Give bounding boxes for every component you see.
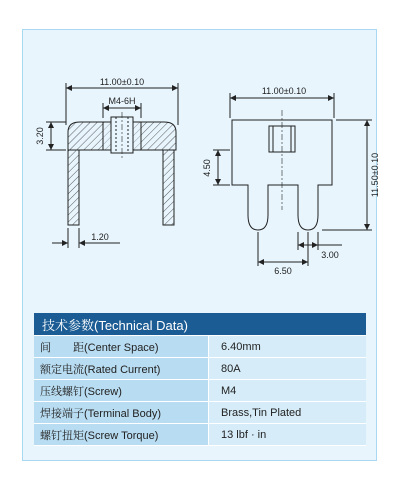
table-row xyxy=(34,336,366,358)
dim-width-right: 11.00±0.10 xyxy=(261,86,307,96)
dim-thread: M4-6H xyxy=(108,96,136,106)
dim-width-left: 11.00±0.10 xyxy=(99,77,145,87)
table-row xyxy=(34,402,366,424)
table-row xyxy=(34,358,366,380)
spec-value: 13 lbf · in xyxy=(209,424,367,446)
spec-value: Brass,Tin Plated xyxy=(209,402,367,424)
spec-label: 螺钉扭矩(Screw Torque) xyxy=(34,424,209,446)
technical-data-table xyxy=(34,313,366,446)
spec-value: M4 xyxy=(209,380,367,402)
spec-label: 间 距(Center Space) xyxy=(34,336,209,358)
left-side-view xyxy=(46,83,178,248)
dim-center-space: 6.50 xyxy=(274,266,292,276)
table-title: 技术参数(Technical Data) xyxy=(34,313,366,336)
dim-slot-width: 3.00 xyxy=(321,250,339,260)
spec-value: 6.40mm xyxy=(209,336,367,358)
spec-label: 焊接端子(Terminal Body) xyxy=(34,402,209,424)
table-row xyxy=(34,424,366,446)
table-row xyxy=(34,380,366,402)
dim-slot-depth: 4.50 xyxy=(202,159,212,177)
spec-label: 额定电流(Rated Current) xyxy=(34,358,209,380)
spec-label: 压线螺钉(Screw) xyxy=(34,380,209,402)
dim-height-left: 3.20 xyxy=(35,127,45,145)
dim-pin-width: 1.20 xyxy=(91,232,109,242)
right-front-view xyxy=(213,93,372,266)
spec-value: 80A xyxy=(209,358,367,380)
dim-total-height: 11.50±0.10 xyxy=(370,152,380,198)
